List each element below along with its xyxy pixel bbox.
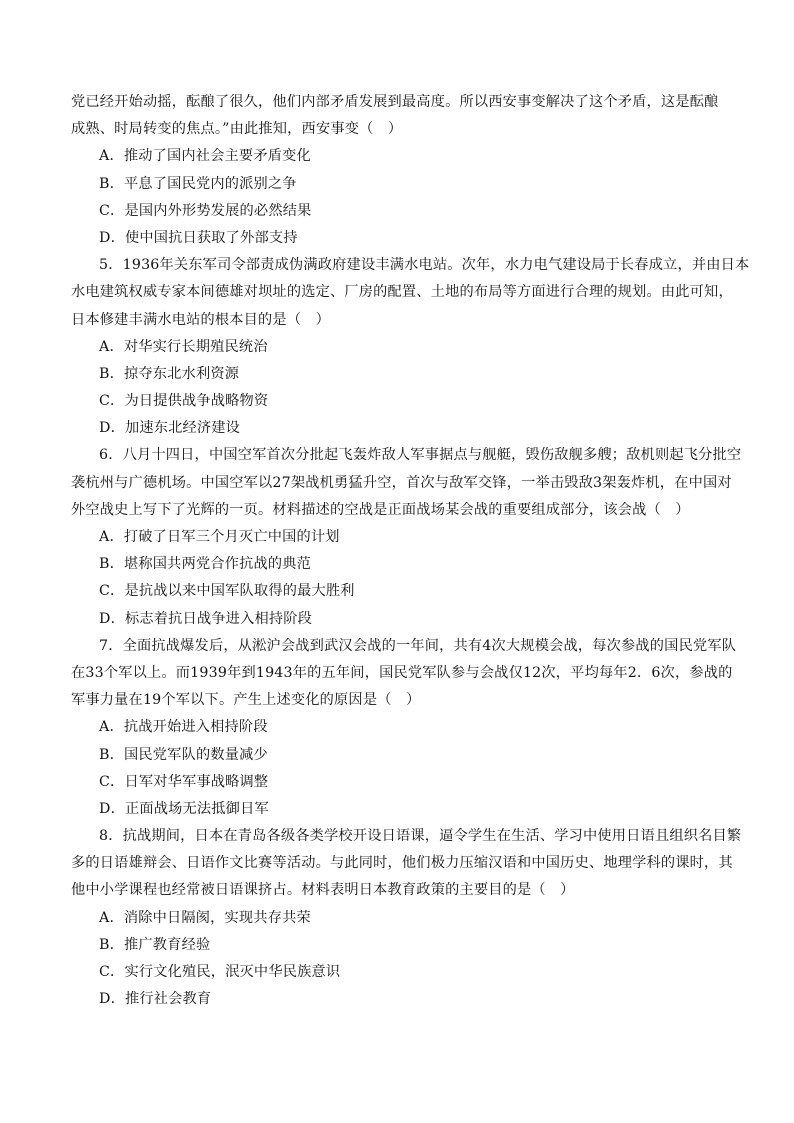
- question-stem-line: 党已经开始动摇，酝酿了很久，他们内部矛盾发展到最高度。所以西安事变解决了这个矛盾，这是酝酿: [71, 94, 719, 110]
- option-a: A．抗战开始进入相持阶段: [99, 719, 268, 736]
- option-a: A．对华实行长期殖民统治: [99, 338, 268, 355]
- question-stem-line: 成熟、时局转变的焦点。”由此推知，西安事变（ ）: [71, 121, 403, 138]
- option-c: C．日军对华军事战略调整: [99, 773, 269, 790]
- option-b: B．掠夺东北水利资源: [99, 365, 240, 382]
- question-continued: [71, 89, 727, 252]
- question-stem-line: 多的日语雄辩会、日语作文比赛等活动。与此同时，他们极力压缩汉语和中国历史、地理学科的课时，其: [71, 855, 733, 872]
- option-b: B．平息了国民党内的派别之争: [99, 175, 297, 192]
- question-stem-line: 5．1936年关东军司令部责成伪满政府建设丰满水电站。次年，水力电气建设局于长春成立，并由日本: [99, 257, 750, 274]
- question-stem-line: 7．全面抗战爆发后，从淞沪会战到武汉会战的一年间，共有4次大规模会战，每次参战的国民党军队: [99, 637, 737, 654]
- option-a: A．消除中日隔阂，实现共存共荣: [99, 909, 311, 926]
- question-stem-line: 8．抗战期间，日本在青岛各级各类学校开设日语课，逼令学生在生活、学习中使用日语且组织名目繁: [99, 828, 742, 845]
- option-d: D．推行社会教育: [99, 991, 212, 1008]
- question-7: [71, 633, 737, 823]
- question-stem-line: 袭杭州与广德机场。中国空军以27架战机勇猛升空，首次与敌军交锋，一举击毁敌3架轰炸机，在中国对: [71, 474, 732, 491]
- option-d: D．加速东北经济建设: [99, 420, 241, 437]
- option-b: B．堪称国共两党合作抗战的典范: [99, 556, 312, 573]
- question-stem-line: 外空战史上写下了光辉的一页。材料描述的空战是正面战场某会战的重要组成部分，该会战（ ）: [71, 501, 690, 518]
- option-c: C．为日提供战争战略物资: [99, 393, 269, 410]
- option-d: D．使中国抗日获取了外部支持: [99, 229, 298, 246]
- question-5: [71, 252, 750, 442]
- option-c: C．实行文化殖民，泯灭中华民族意识: [99, 964, 341, 980]
- option-c: C．是国内外形势发展的必然结果: [99, 202, 312, 219]
- question-stem-line: 日本修建丰满水电站的根本目的是（ ）: [71, 311, 330, 328]
- option-d: D．标志着抗日战争进入相持阶段: [99, 610, 313, 627]
- question-stem-line: 军事力量在19个军以下。产生上述变化的原因是（ ）: [71, 692, 421, 709]
- option-a: A．打破了日军三个月灭亡中国的计划: [99, 529, 340, 545]
- question-stem-line: 他中小学课程也经常被日语课挤占。材料表明日本教育政策的主要目的是（ ）: [71, 882, 575, 899]
- question-list: [71, 89, 750, 1013]
- question-6: [71, 442, 742, 632]
- question-stem-line: 水电建筑权威专家本间德雄对坝址的选定、厂房的配置、土地的布局等方面进行合理的规划。由此可知，: [71, 284, 733, 301]
- question-stem-line: 在33个军以上。而1939年到1943年的五年间，国民党军队参与会战仅12次，平均每年2．6次，参战的: [71, 664, 733, 681]
- question-stem-line: 6．八月十四日，中国空军首次分批起飞轰炸敌人军事据点与舰艇，毁伤敌舰多艘；敌机则起飞分批空: [99, 447, 742, 464]
- option-c: C．是抗战以来中国军队取得的最大胜利: [99, 583, 355, 600]
- option-d: D．正面战场无法抵御日军: [99, 800, 269, 817]
- question-8: [71, 823, 742, 1013]
- option-a: A．推动了国内社会主要矛盾变化: [99, 148, 311, 165]
- option-b: B．国民党军队的数量减少: [99, 746, 268, 763]
- option-b: B．推广教育经验: [99, 936, 211, 953]
